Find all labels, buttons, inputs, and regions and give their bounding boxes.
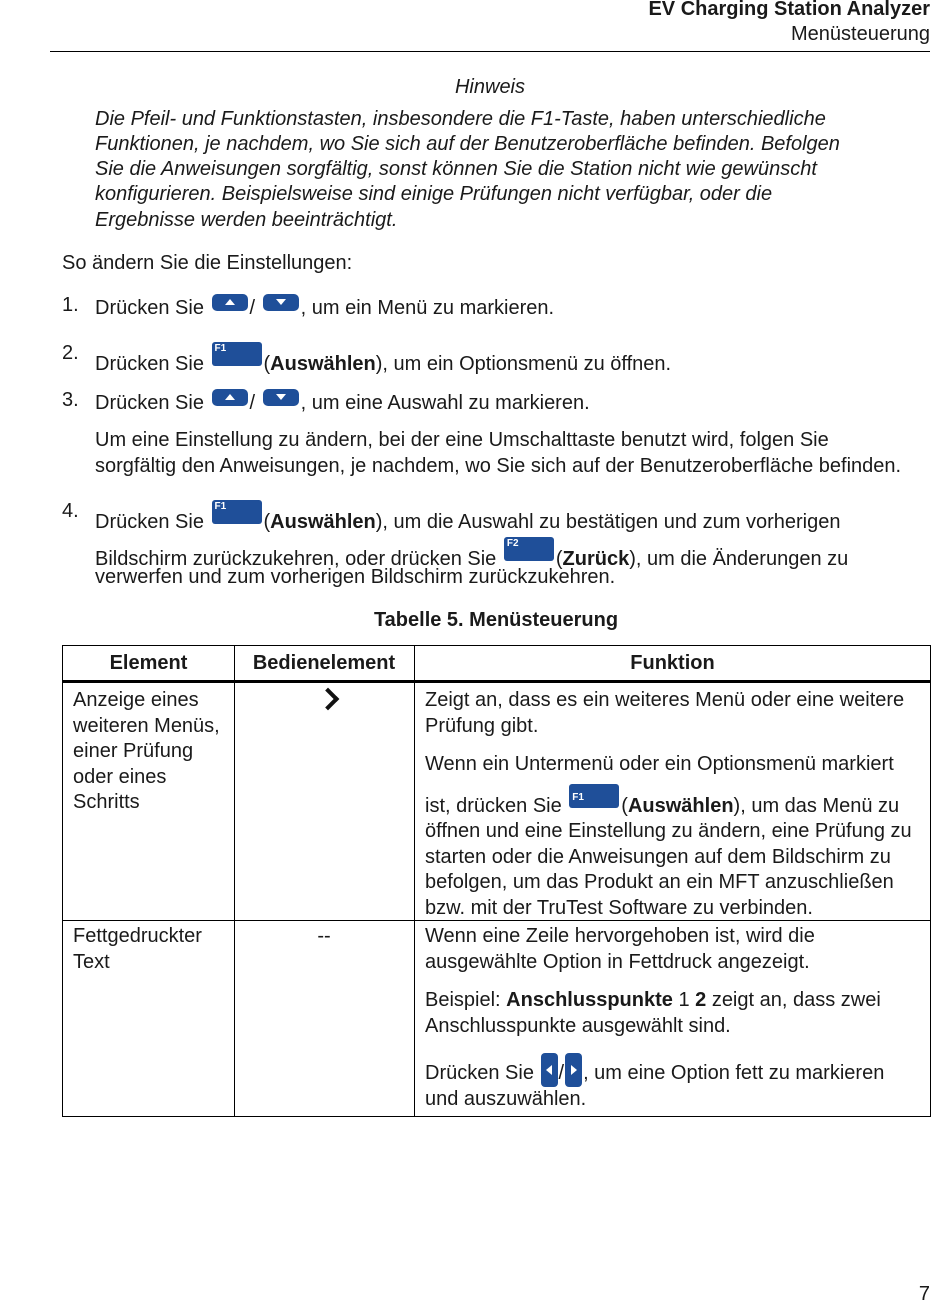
step-1 (95, 294, 554, 320)
f1-key-icon: F1 (569, 784, 619, 808)
step-text: Drücken Sie (95, 297, 204, 319)
column-divider (234, 646, 235, 1116)
step-number: 2. (62, 342, 79, 364)
step-number: 1. (62, 294, 79, 316)
page-number: 7 (918, 1283, 930, 1305)
step-3-detail: Um eine Einstellung zu ändern, bei der eine Umschalttaste benutzt wird, folgen Sie (95, 429, 829, 451)
table-row-1-element: Anzeige eines weiteren Menüs, einer Prüfung oder eines Schritts (73, 689, 220, 813)
arrow-down-key-icon (263, 294, 299, 311)
note-line: Funktionen, je nachdem, wo Sie sich auf der Benutzeroberfläche befinden. Befolgen (95, 133, 840, 155)
step-text: ), um die Änderungen zu (629, 548, 849, 570)
column-header-element: Element (109, 652, 188, 674)
note-line: Ergebnisse werden beeinträchtigt. (95, 209, 398, 231)
column-header-function: Funktion (630, 652, 715, 674)
separator: / (249, 297, 256, 319)
header-section: Menüsteuerung (791, 23, 930, 45)
select-label: Auswählen (627, 794, 734, 817)
column-divider (414, 646, 415, 1116)
step-text: Drücken Sie (95, 353, 204, 375)
arrow-down-key-icon (263, 389, 299, 406)
step-number: 3. (62, 389, 79, 411)
step-4-line-2: Bildschirm zurückzukehren, oder drücken Sie F2 (Zurück), um die Änderungen zu (95, 538, 849, 570)
separator: / (249, 392, 256, 414)
step-3 (95, 389, 590, 415)
table-row-1-function-b: Wenn ein Untermenü oder ein Optionsmenü markiert ist, drücken Sie F1 (Auswählen), um das Menü zu öffnen und eine Einstellung zu ändern, eine Prüfung zu starten oder die Anweisungen auf dem Bildschirm zu befolgen, um das Produkt an ein MFT anzuschließen bzw. mit der TruTest Software zu verbinden. (425, 753, 912, 919)
step-text: Drücken Sie (95, 511, 204, 533)
note-line: konfigurieren. Beispielsweise sind einige Prüfungen nicht verfügbar, oder die (95, 183, 773, 205)
chevron-right-icon (317, 688, 340, 711)
step-3-detail: sorgfältig den Anweisungen, je nachdem, wo Sie sich auf der Benutzeroberfläche befinden. (95, 455, 902, 477)
table-row-2-press: Drücken Sie / , um eine Option fett zu markieren und auszuwählen. (425, 1053, 884, 1113)
f1-key-icon: F1 (212, 342, 262, 366)
f1-key-icon: F1 (212, 500, 262, 524)
select-label: Auswählen (270, 511, 376, 533)
step-4: Drücken Sie F1 (Auswählen), um die Auswahl zu bestätigen und zum vorherigen (95, 501, 841, 533)
table-row-2-element: Fettgedruckter Text (73, 925, 202, 973)
note-line: Sie die Anweisungen sorgfältig, sonst können Sie die Station nicht wie gewünscht (95, 158, 817, 180)
intro-text: So ändern Sie die Einstellungen: (62, 252, 353, 274)
step-4-line-3: verwerfen und zum vorherigen Bildschirm zurückzukehren. (95, 566, 616, 588)
step-text: , um ein Menü zu markieren. (300, 297, 555, 319)
arrow-up-key-icon (212, 294, 248, 311)
menu-control-table (62, 645, 931, 1117)
table-row-2-example: Beispiel: Anschlusspunkte 1 2 zeigt an, dass zwei Anschlusspunkte ausgewählt sind. (425, 989, 881, 1037)
step-text: Drücken Sie (95, 392, 204, 414)
step-text: ), um ein Optionsmenü zu öffnen. (375, 353, 672, 375)
table-caption: Tabelle 5. Menüsteuerung (373, 609, 619, 631)
step-text: ), um die Auswahl zu bestätigen und zum vorherigen (375, 511, 841, 533)
header-title: EV Charging Station Analyzer (648, 0, 930, 20)
step-text: , um eine Auswahl zu markieren. (300, 392, 590, 414)
arrow-left-key-icon (541, 1053, 558, 1087)
table-row-1-function-a: Zeigt an, dass es ein weiteres Menü oder eine weitere Prüfung gibt. (425, 689, 905, 737)
table-row-2-function-a: Wenn eine Zeile hervorgehoben ist, wird die ausgewählte Option in Fettdruck angezeigt. (425, 925, 815, 973)
header-rule (50, 51, 930, 52)
arrow-right-key-icon (565, 1053, 582, 1087)
step-2: Drücken Sie F1 (Auswählen), um ein Optionsmenü zu öffnen. (95, 343, 672, 375)
select-label: Auswählen (270, 353, 376, 375)
note-title: Hinweis (454, 76, 526, 98)
step-number: 4. (62, 500, 79, 522)
note-line: Die Pfeil- und Funktionstasten, insbesondere die F1-Taste, haben unterschiedliche (95, 108, 826, 130)
step-text: Bildschirm zurückzukehren, oder drücken Sie (95, 548, 497, 570)
header-divider (63, 680, 930, 683)
arrow-up-key-icon (212, 389, 248, 406)
table-row-2-control: -- (317, 925, 331, 947)
back-label: Zurück (562, 548, 630, 570)
f2-key-icon: F2 (504, 537, 554, 561)
column-header-control: Bedienelement (252, 652, 396, 674)
